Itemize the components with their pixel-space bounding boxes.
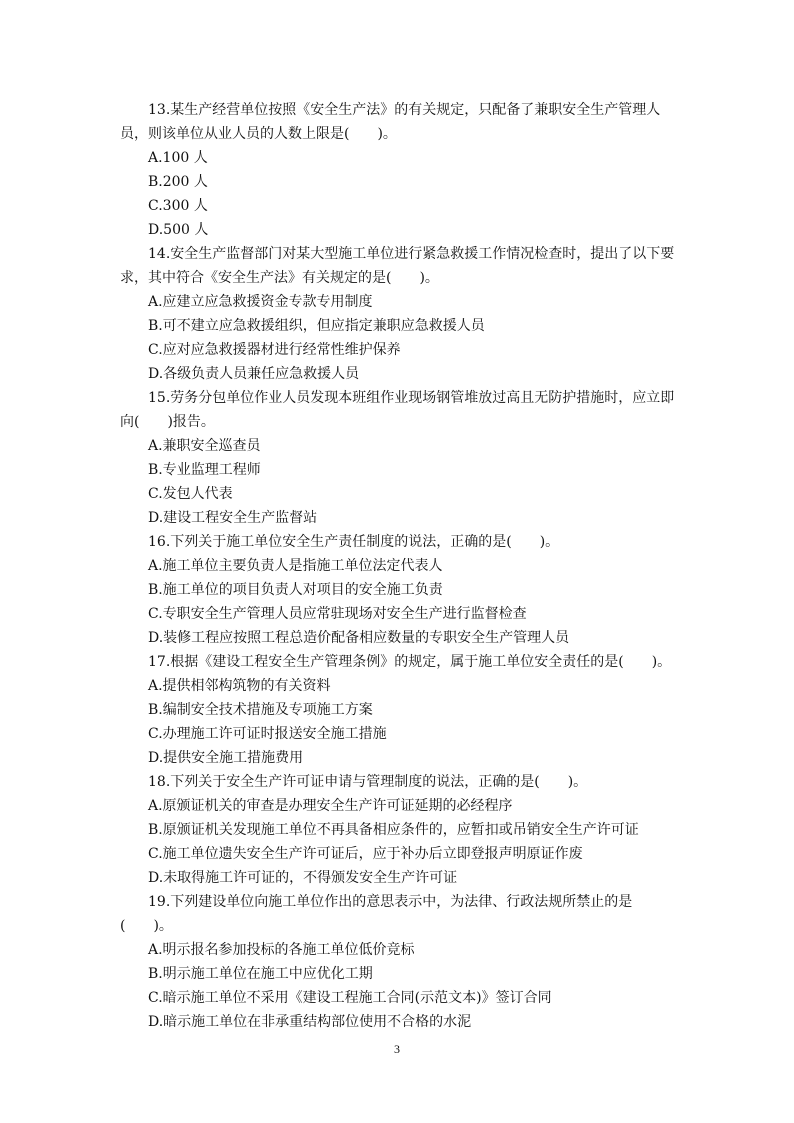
option-b: B.原颁证机关发现施工单位不再具备相应条件的，应暂扣或吊销安全生产许可证 bbox=[148, 822, 639, 838]
option-c: C.应对应急救援器材进行经常性维护保养 bbox=[148, 342, 401, 358]
option-d: D.500 人 bbox=[148, 222, 209, 238]
question-stem: 18.下列关于安全生产许可证申请与管理制度的说法，正确的是( )。 bbox=[148, 774, 588, 790]
question-stem: 19.下列建设单位向施工单位作出的意思表示中，为法律、行政法规所禁止的是( )。 bbox=[120, 894, 633, 934]
option-b: B.施工单位的项目负责人对项目的安全施工负责 bbox=[148, 582, 443, 598]
option-c: C.施工单位遗失安全生产许可证后，应于补办后立即登报声明原证作废 bbox=[148, 846, 583, 862]
question-stem: 16.下列关于施工单位安全生产责任制度的说法，正确的是( )。 bbox=[148, 534, 560, 550]
option-a: A.兼职安全巡查员 bbox=[148, 438, 261, 454]
option-a: A.原颁证机关的审查是办理安全生产许可证延期的必经程序 bbox=[148, 798, 513, 814]
question-13 bbox=[120, 98, 676, 242]
option-b: B.200 人 bbox=[148, 174, 208, 190]
question-14 bbox=[120, 242, 676, 386]
page-number: 3 bbox=[394, 1042, 400, 1056]
option-d: D.建设工程安全生产监督站 bbox=[148, 510, 318, 526]
question-stem: 14.安全生产监督部门对某大型施工单位进行紧急救援工作情况检查时，提出了以下要求，其中符合《安全生产法》有关规定的是( )。 bbox=[120, 246, 675, 286]
option-a: A.明示报名参加投标的各施工单位低价竞标 bbox=[148, 942, 415, 958]
option-b: B.明示施工单位在施工中应优化工期 bbox=[148, 966, 373, 982]
option-a: A.100 人 bbox=[148, 150, 208, 166]
question-stem: 15.劳务分包单位作业人员发现本班组作业现场钢管堆放过高且无防护措施时，应立即向( )报告。 bbox=[120, 390, 675, 430]
option-c: C.办理施工许可证时报送安全施工措施 bbox=[148, 726, 387, 742]
question-18 bbox=[120, 770, 676, 890]
option-c: C.暗示施工单位不采用《建设工程施工合同(示范文本)》签订合同 bbox=[148, 990, 552, 1006]
option-d: D.未取得施工许可证的，不得颁发安全生产许可证 bbox=[148, 870, 458, 886]
question-17 bbox=[120, 650, 676, 770]
question-15 bbox=[120, 386, 676, 530]
option-b: B.专业监理工程师 bbox=[148, 462, 261, 478]
option-a: A.应建立应急救援资金专款专用制度 bbox=[148, 294, 373, 310]
option-a: A.提供相邻构筑物的有关资料 bbox=[148, 678, 331, 694]
option-b: B.可不建立应急救援组织，但应指定兼职应急救援人员 bbox=[148, 318, 485, 334]
option-d: D.提供安全施工措施费用 bbox=[148, 750, 304, 766]
question-16 bbox=[120, 530, 676, 650]
option-c: C.发包人代表 bbox=[148, 486, 233, 502]
option-c: C.300 人 bbox=[148, 198, 208, 214]
option-d: D.暗示施工单位在非承重结构部位使用不合格的水泥 bbox=[148, 1014, 472, 1030]
question-stem: 13.某生产经营单位按照《安全生产法》的有关规定，只配备了兼职安全生产管理人员，则该单位从业人员的人数上限是( )。 bbox=[120, 102, 661, 142]
question-19 bbox=[120, 890, 676, 1034]
option-d: D.装修工程应按照工程总造价配备相应数量的专职安全生产管理人员 bbox=[148, 630, 570, 646]
option-c: C.专职安全生产管理人员应常驻现场对安全生产进行监督检查 bbox=[148, 606, 527, 622]
question-stem: 17.根据《建设工程安全生产管理条例》的规定，属于施工单位安全责任的是( )。 bbox=[148, 654, 672, 670]
option-d: D.各级负责人员兼任应急救援人员 bbox=[148, 366, 360, 382]
option-b: B.编制安全技术措施及专项施工方案 bbox=[148, 702, 373, 718]
question-list bbox=[120, 98, 676, 1034]
option-a: A.施工单位主要负责人是指施工单位法定代表人 bbox=[148, 558, 443, 574]
